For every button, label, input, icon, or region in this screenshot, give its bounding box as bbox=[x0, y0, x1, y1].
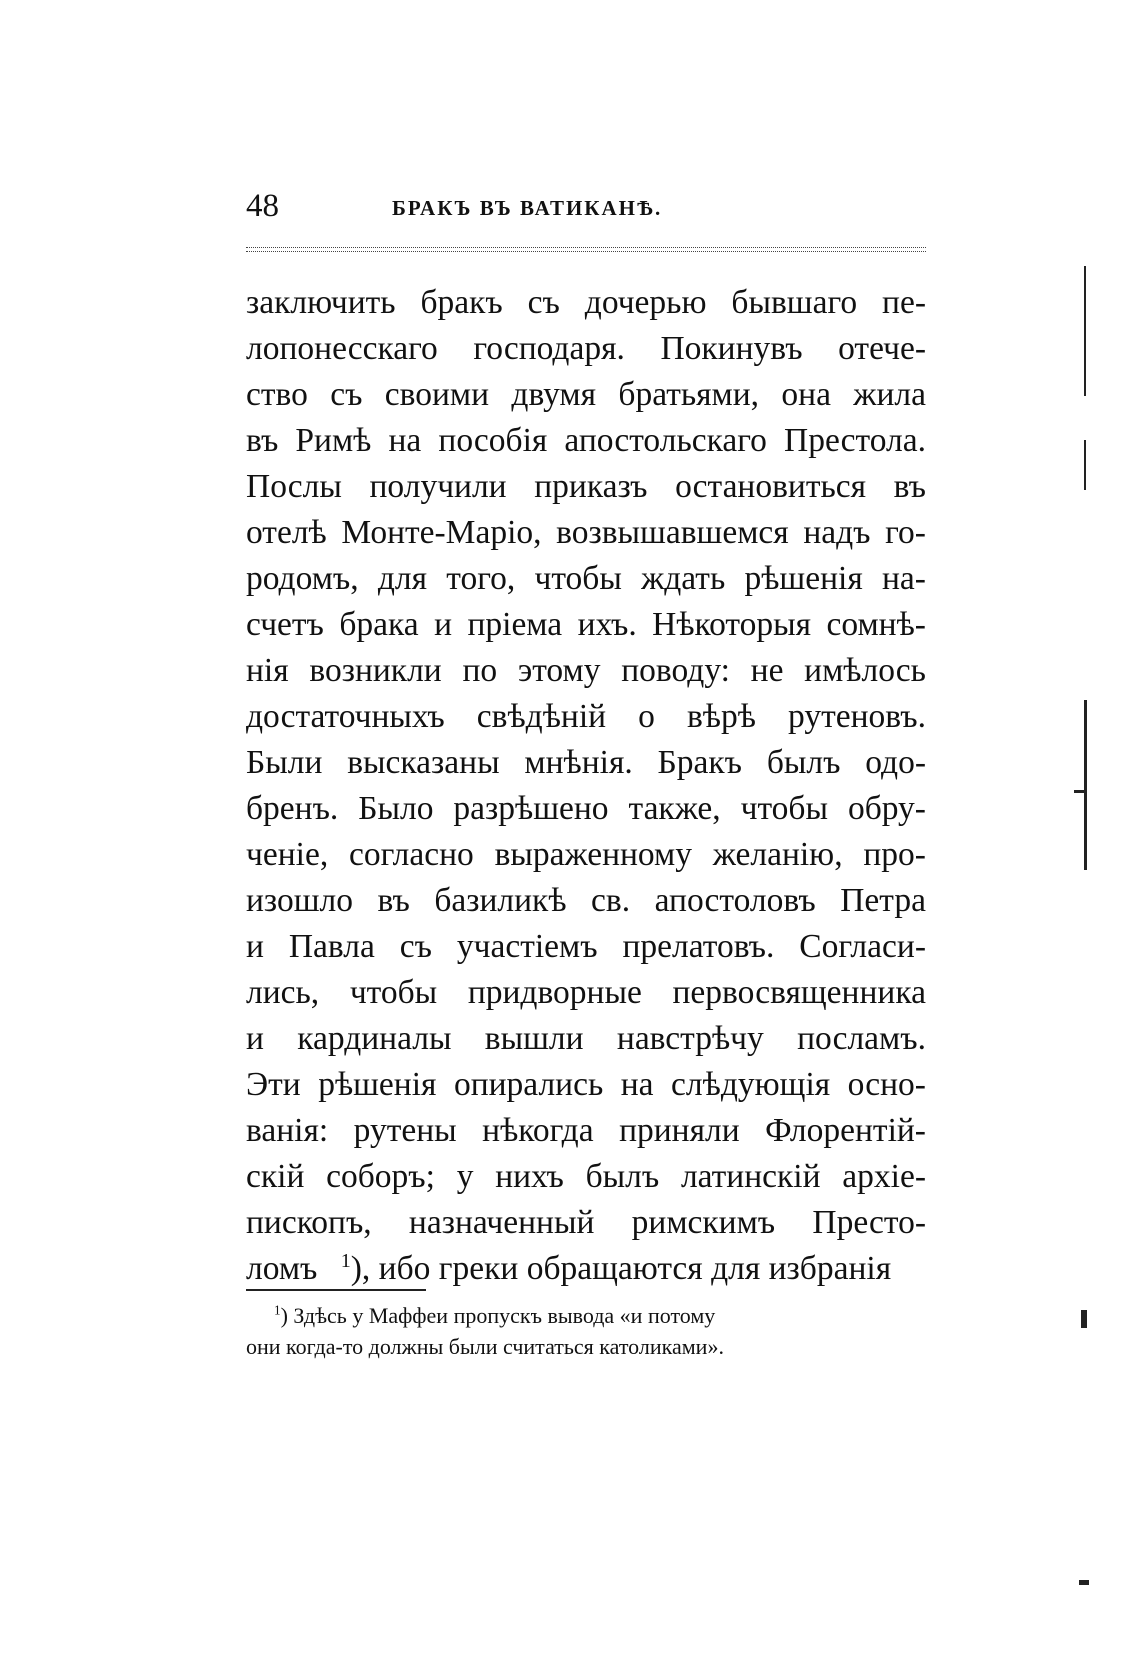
body-word: надъ bbox=[803, 514, 871, 551]
body-line bbox=[246, 648, 926, 694]
body-word: отече- bbox=[838, 330, 926, 367]
body-word: ждать bbox=[641, 560, 726, 597]
body-line bbox=[246, 1200, 926, 1246]
body-word: пе- bbox=[882, 284, 926, 321]
body-word: у bbox=[456, 1158, 474, 1195]
body-word: бракъ bbox=[420, 284, 503, 321]
body-word: съ bbox=[399, 928, 432, 965]
body-word: ванія: bbox=[246, 1112, 329, 1149]
body-line bbox=[246, 510, 926, 556]
footnote-text-1: ) Здѣсь у Маффеи пропускъ вывода «и потому bbox=[280, 1303, 716, 1328]
body-word: латинскій bbox=[680, 1158, 821, 1195]
body-word: она bbox=[781, 376, 831, 413]
body-word: одо- bbox=[865, 744, 926, 781]
body-line bbox=[246, 1062, 926, 1108]
body-word: рутеновъ. bbox=[788, 698, 926, 735]
body-word: Послы bbox=[246, 468, 342, 505]
body-word: согласно bbox=[348, 836, 474, 873]
body-word: Эти bbox=[246, 1066, 301, 1103]
body-word: того, bbox=[446, 560, 516, 597]
body-word: Были bbox=[246, 744, 323, 781]
body-line bbox=[246, 556, 926, 602]
body-word: также, bbox=[628, 790, 721, 827]
footnote-marker: 1 bbox=[274, 1302, 281, 1318]
body-word: назначенный bbox=[408, 1204, 595, 1241]
body-word: на- bbox=[881, 560, 926, 597]
body-word: апостольскаго bbox=[564, 422, 767, 459]
body-word: вѣрѣ bbox=[686, 698, 756, 735]
body-word: придворные bbox=[467, 974, 642, 1011]
body-word: опирались bbox=[453, 1066, 604, 1103]
body-word: дочерью bbox=[584, 284, 707, 321]
margin-scan-mark bbox=[1084, 440, 1086, 490]
body-word: и bbox=[246, 928, 264, 965]
body-word: съ bbox=[527, 284, 560, 321]
body-word: чтобы bbox=[534, 560, 622, 597]
body-word: скій bbox=[246, 1158, 305, 1195]
body-line-last bbox=[246, 1246, 926, 1292]
body-word: Бракъ bbox=[657, 744, 743, 781]
body-word: рѣшенія bbox=[318, 1066, 437, 1103]
body-line bbox=[246, 464, 926, 510]
body-line bbox=[246, 694, 926, 740]
margin-scan-mark bbox=[1084, 700, 1087, 870]
body-word: навстрѣчу bbox=[616, 1020, 764, 1057]
body-word: братьями, bbox=[618, 376, 760, 413]
body-word: посламъ. bbox=[797, 1020, 926, 1057]
body-word: имѣлось bbox=[804, 652, 926, 689]
body-word: Престола. bbox=[784, 422, 926, 459]
body-word: Нѣкоторыя bbox=[652, 606, 812, 643]
body-line bbox=[246, 1154, 926, 1200]
body-word: родомъ, bbox=[246, 560, 359, 597]
body-word: кардиналы bbox=[297, 1020, 452, 1057]
body-word: архіе- bbox=[842, 1158, 926, 1195]
body-line bbox=[246, 280, 926, 326]
body-word: св. bbox=[591, 882, 631, 919]
body-word: Римѣ bbox=[295, 422, 372, 459]
body-word: возвышавшемся bbox=[556, 514, 789, 551]
body-word: мнѣнія. bbox=[524, 744, 633, 781]
body-word: пріема bbox=[467, 606, 563, 643]
body-word: не bbox=[750, 652, 784, 689]
body-word: ихъ. bbox=[577, 606, 637, 643]
body-word: о bbox=[638, 698, 655, 735]
body-word: былъ bbox=[766, 744, 841, 781]
body-word: первосвященника bbox=[672, 974, 926, 1011]
body-word: съ bbox=[330, 376, 363, 413]
body-word: по bbox=[462, 652, 498, 689]
body-word: участіемъ bbox=[456, 928, 598, 965]
body-word: приняли bbox=[619, 1112, 740, 1149]
body-word: и bbox=[434, 606, 453, 643]
body-word: пископъ, bbox=[246, 1204, 372, 1241]
body-line bbox=[246, 786, 926, 832]
body-line bbox=[246, 1108, 926, 1154]
body-word: получили bbox=[369, 468, 507, 505]
margin-scan-mark bbox=[1079, 1580, 1089, 1585]
body-word: римскимъ bbox=[631, 1204, 776, 1241]
body-line-last-start: ломъ bbox=[246, 1250, 318, 1287]
body-word: этому bbox=[517, 652, 601, 689]
body-word: Монте-Маріо, bbox=[341, 514, 542, 551]
footnote-rule bbox=[246, 1289, 426, 1291]
body-word: Петра bbox=[840, 882, 926, 919]
body-lines bbox=[246, 280, 926, 1246]
body-line-last-end: ), ибо греки обращаются для избранія bbox=[350, 1250, 892, 1287]
footnote-line-2 bbox=[246, 1331, 926, 1362]
body-word: для bbox=[377, 560, 428, 597]
body-word: въ bbox=[246, 422, 279, 459]
body-word: осно- bbox=[847, 1066, 926, 1103]
body-word: заключить bbox=[246, 284, 396, 321]
body-word: господаря. bbox=[473, 330, 625, 367]
body-line bbox=[246, 924, 926, 970]
body-word: рѣшенія bbox=[744, 560, 863, 597]
body-word: про- bbox=[863, 836, 926, 873]
body-word: приказъ bbox=[534, 468, 648, 505]
body-word: ченіе, bbox=[246, 836, 329, 873]
body-word: достаточныхъ bbox=[246, 698, 445, 735]
body-word: лопонесскаго bbox=[246, 330, 438, 367]
footnote-text-2: они когда-то должны были считаться католиками». bbox=[246, 1334, 724, 1359]
body-word: жила bbox=[853, 376, 926, 413]
body-word: нѣкогда bbox=[482, 1112, 594, 1149]
body-word: двумя bbox=[511, 376, 597, 413]
body-word: бывшаго bbox=[731, 284, 858, 321]
body-word: Флорентій- bbox=[765, 1112, 926, 1149]
body-line bbox=[246, 740, 926, 786]
body-word: поводу: bbox=[621, 652, 730, 689]
body-word: Покинувъ bbox=[660, 330, 803, 367]
body-word: бренъ. bbox=[246, 790, 339, 827]
body-word: и bbox=[246, 1020, 264, 1057]
header-rule bbox=[246, 247, 926, 252]
body-word: вышли bbox=[484, 1020, 584, 1057]
body-word: чтобы bbox=[349, 974, 438, 1011]
body-word: пособія bbox=[438, 422, 548, 459]
body-word: слѣдующія bbox=[671, 1066, 831, 1103]
body-word: счетъ bbox=[246, 606, 324, 643]
body-word: остановиться bbox=[675, 468, 867, 505]
body-word: Павла bbox=[288, 928, 375, 965]
body-word: Согласи- bbox=[799, 928, 926, 965]
body-word: свѣдѣній bbox=[476, 698, 607, 735]
body-word: брака bbox=[339, 606, 419, 643]
body-word: былъ bbox=[585, 1158, 660, 1195]
body-word: разрѣшено bbox=[453, 790, 609, 827]
body-word: возникли bbox=[309, 652, 442, 689]
body-word: желанію, bbox=[712, 836, 843, 873]
page-number: 48 bbox=[246, 188, 279, 224]
body-word: лись, bbox=[246, 974, 320, 1011]
body-word: выраженному bbox=[494, 836, 692, 873]
body-word: высказаны bbox=[347, 744, 500, 781]
footnote bbox=[246, 1300, 926, 1362]
body-word: Престо- bbox=[812, 1204, 926, 1241]
body-word: на bbox=[620, 1066, 654, 1103]
body-word: обру- bbox=[847, 790, 926, 827]
body-line bbox=[246, 372, 926, 418]
margin-scan-mark bbox=[1074, 790, 1086, 793]
footnote-reference[interactable]: 1 bbox=[340, 1249, 351, 1272]
body-word: соборъ; bbox=[326, 1158, 435, 1195]
margin-scan-mark bbox=[1081, 1310, 1087, 1328]
body-line bbox=[246, 878, 926, 924]
body-line bbox=[246, 326, 926, 372]
body-word: прелатовъ. bbox=[622, 928, 775, 965]
body-word: Было bbox=[358, 790, 434, 827]
body-word: сомнѣ- bbox=[826, 606, 926, 643]
body-word: ство bbox=[246, 376, 308, 413]
body-word: въ bbox=[377, 882, 410, 919]
body-word: чтобы bbox=[740, 790, 828, 827]
body-line bbox=[246, 602, 926, 648]
footnote-line-1 bbox=[246, 1300, 926, 1331]
body-word: го- bbox=[885, 514, 926, 551]
body-word: отелѣ bbox=[246, 514, 327, 551]
body-line bbox=[246, 418, 926, 464]
margin-scan-mark bbox=[1084, 266, 1086, 396]
body-word: въ bbox=[893, 468, 926, 505]
body-word: изошло bbox=[246, 882, 353, 919]
body-word: нихъ bbox=[495, 1158, 564, 1195]
body-word: рутены bbox=[353, 1112, 457, 1149]
page-header bbox=[246, 186, 926, 226]
body-word: на bbox=[388, 422, 422, 459]
body-word: базиликѣ bbox=[434, 882, 567, 919]
body-text bbox=[246, 280, 926, 1292]
body-line bbox=[246, 970, 926, 1016]
body-word: апостоловъ bbox=[654, 882, 816, 919]
body-word: нія bbox=[246, 652, 289, 689]
body-word: своими bbox=[384, 376, 490, 413]
running-title: БРАКЪ ВЪ ВАТИКАНѢ. bbox=[392, 196, 663, 220]
body-line bbox=[246, 1016, 926, 1062]
body-line bbox=[246, 832, 926, 878]
